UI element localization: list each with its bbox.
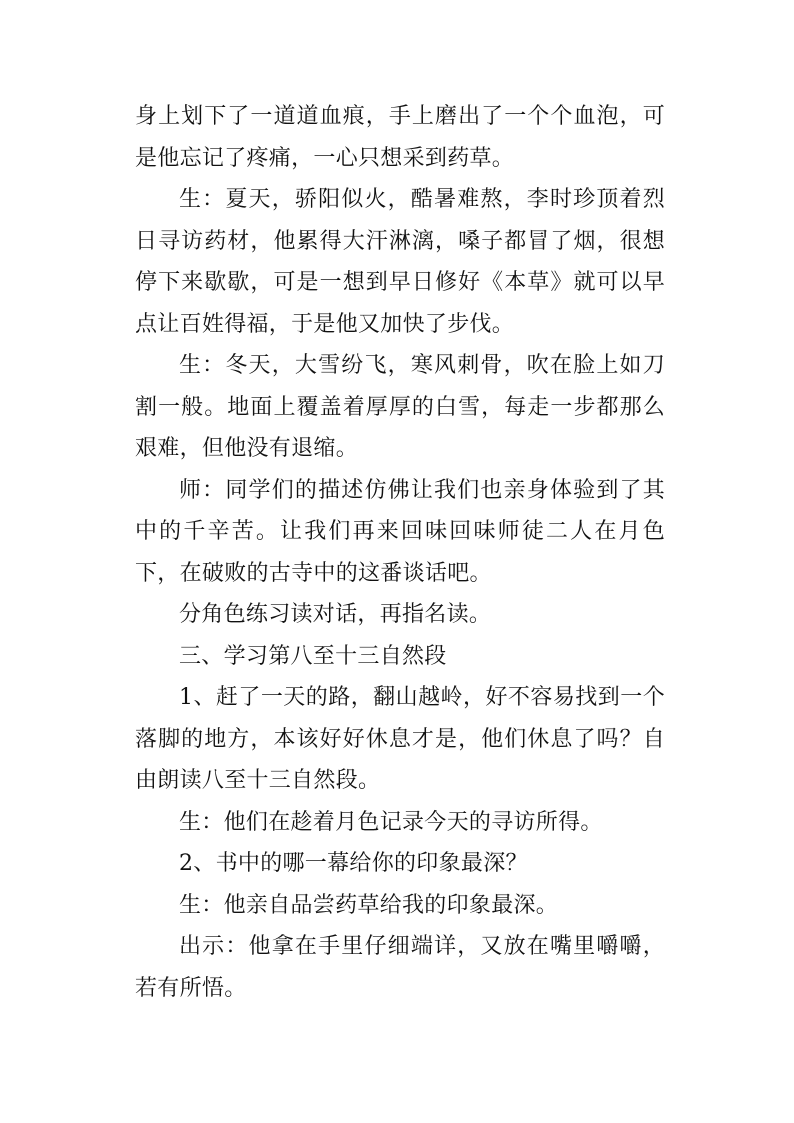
section-heading: 三、学习第八至十三自然段 (179, 643, 447, 669)
paragraph-9: 2、书中的哪一幕给你的印象最深？ (179, 851, 528, 876)
paragraph-2: 生：夏天，骄阳似火，酷暑难熬，李时珍顶着烈日寻访药材，他累得大汗淋漓，嗓子都冒了烟，很想停下来歇歇，可是一想到早日修好《本草》就可以早点让百姓得福，于是他又加快了步伐。 (135, 187, 665, 337)
paragraph-5: 分角色练习读对话，再指名读。 (179, 602, 492, 627)
paragraph-7: 1、赶了一天的路，翻山越岭，好不容易找到一个落脚的地方，本该好好休息才是，他们休息了吗？自由朗读八至十三自然段。 (135, 685, 665, 793)
paragraph-11: 出示：他拿在手里仔细端详，又放在嘴里嚼嚼，若有所悟。 (135, 934, 665, 1001)
paragraph-3: 生：冬天，大雪纷飞，寒风刺骨，吹在脸上如刀割一般。地面上覆盖着厚厚的白雪，每走一步都那么艰难，但他没有退缩。 (135, 353, 665, 461)
paragraph-8: 生：他们在趁着月色记录今天的寻访所得。 (179, 809, 603, 835)
paragraph-10: 生：他亲自品尝药草给我的印象最深。 (179, 892, 559, 918)
paragraph-4: 师：同学们的描述仿佛让我们也亲身体验到了其中的千辛苦。让我们再来回味回味师徒二人在月色下，在破败的古寺中的这番谈话吧。 (135, 477, 665, 586)
paragraph-1: 身上划下了一道道血痕，手上磨出了一个个血泡，可是他忘记了疼痛，一心只想采到药草。 (135, 104, 665, 171)
document-body (135, 96, 665, 1009)
